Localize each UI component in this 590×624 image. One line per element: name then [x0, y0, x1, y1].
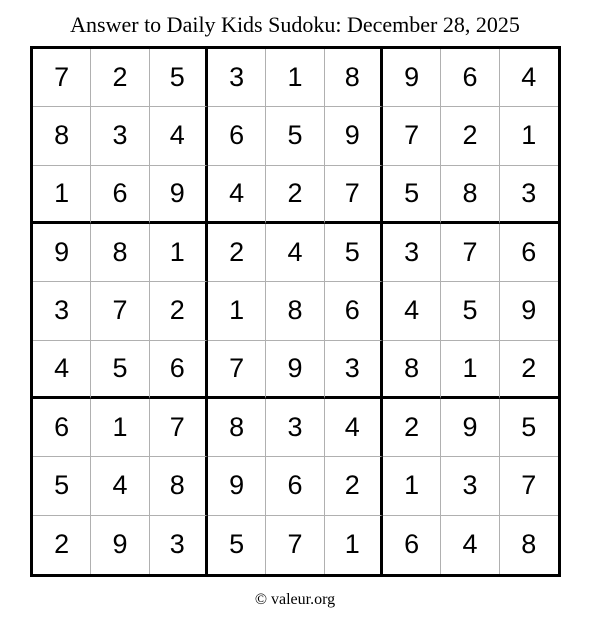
- sudoku-cell: 4: [150, 107, 208, 165]
- sudoku-cell: 9: [441, 399, 499, 457]
- sudoku-cell: 3: [441, 457, 499, 515]
- sudoku-cell: 3: [208, 49, 266, 107]
- sudoku-cell: 1: [500, 107, 558, 165]
- sudoku-cell: 2: [208, 224, 266, 282]
- sudoku-cell: 2: [441, 107, 499, 165]
- sudoku-cell: 6: [325, 282, 383, 340]
- sudoku-cell: 1: [208, 282, 266, 340]
- sudoku-cell: 4: [383, 282, 441, 340]
- sudoku-cell: 7: [91, 282, 149, 340]
- sudoku-cell: 9: [266, 341, 324, 399]
- sudoku-cell: 6: [91, 166, 149, 224]
- sudoku-cell: 5: [33, 457, 91, 515]
- sudoku-cell: 6: [266, 457, 324, 515]
- sudoku-cell: 3: [91, 107, 149, 165]
- sudoku-cell: 5: [150, 49, 208, 107]
- page-title: Answer to Daily Kids Sudoku: December 28, 2025: [70, 12, 520, 37]
- sudoku-cell: 3: [266, 399, 324, 457]
- sudoku-cell: 2: [91, 49, 149, 107]
- sudoku-cell: 8: [266, 282, 324, 340]
- sudoku-cell: 5: [325, 224, 383, 282]
- sudoku-cell: 4: [208, 166, 266, 224]
- sudoku-cell: 1: [441, 341, 499, 399]
- sudoku-cell: 3: [500, 166, 558, 224]
- sudoku-cell: 7: [441, 224, 499, 282]
- sudoku-cell: 9: [325, 107, 383, 165]
- sudoku-cell: 5: [441, 282, 499, 340]
- sudoku-cell: 1: [91, 399, 149, 457]
- sudoku-cell: 8: [91, 224, 149, 282]
- sudoku-cell: 3: [383, 224, 441, 282]
- sudoku-cell: 3: [33, 282, 91, 340]
- sudoku-cell: 5: [91, 341, 149, 399]
- sudoku-cell: 1: [266, 49, 324, 107]
- sudoku-cell: 2: [325, 457, 383, 515]
- sudoku-cell: 7: [383, 107, 441, 165]
- sudoku-cell: 6: [441, 49, 499, 107]
- sudoku-cell: 4: [266, 224, 324, 282]
- sudoku-cell: 6: [500, 224, 558, 282]
- sudoku-cell: 6: [33, 399, 91, 457]
- sudoku-cell: 4: [500, 49, 558, 107]
- sudoku-board: [30, 46, 561, 577]
- sudoku-cell: 8: [521, 529, 537, 560]
- sudoku-cell: 1: [325, 516, 383, 574]
- sudoku-cell: 6: [208, 107, 266, 165]
- sudoku-cell: 5: [266, 107, 324, 165]
- sudoku-cell: 3: [325, 341, 383, 399]
- sudoku-cell: 9: [33, 224, 91, 282]
- sudoku-cell: 5: [383, 166, 441, 224]
- sudoku-cell: 7: [208, 341, 266, 399]
- sudoku-cell: 4: [33, 341, 91, 399]
- sudoku-cell: 5: [208, 516, 266, 574]
- sudoku-cell: 6: [150, 341, 208, 399]
- sudoku-cell: 4: [441, 516, 499, 574]
- sudoku-cell: 8: [325, 49, 383, 107]
- sudoku-cell: 7: [325, 166, 383, 224]
- copyright-footer: © valeur.org: [254, 591, 336, 608]
- sudoku-cell: 7: [150, 399, 208, 457]
- sudoku-cell: 6: [383, 516, 441, 574]
- sudoku-cell: 4: [91, 457, 149, 515]
- sudoku-cell: 7: [266, 516, 324, 574]
- sudoku-cell: 2: [150, 282, 208, 340]
- sudoku-cell: 8: [208, 399, 266, 457]
- sudoku-cell: 8: [150, 457, 208, 515]
- sudoku-cell: 8: [33, 107, 91, 165]
- sudoku-cell: 2: [33, 516, 91, 574]
- sudoku-cell: 9: [208, 457, 266, 515]
- sudoku-cell: 1: [383, 457, 441, 515]
- sudoku-cell: 2: [383, 399, 441, 457]
- sudoku-cell: 7: [33, 49, 91, 107]
- sudoku-cell: 4: [325, 399, 383, 457]
- sudoku-cell: 2: [500, 341, 558, 399]
- sudoku-cell: 1: [33, 166, 91, 224]
- sudoku-cell: 8: [441, 166, 499, 224]
- sudoku-cell: 1: [150, 224, 208, 282]
- sudoku-cell: 9: [150, 166, 208, 224]
- sudoku-cell: 9: [383, 49, 441, 107]
- sudoku-cell: 2: [266, 166, 324, 224]
- sudoku-cell: 8: [383, 341, 441, 399]
- sudoku-cell: 9: [91, 516, 149, 574]
- sudoku-cell: 7: [500, 457, 558, 515]
- sudoku-cell: 5: [500, 399, 558, 457]
- sudoku-cell: 9: [500, 282, 558, 340]
- sudoku-cell: 3: [150, 516, 208, 574]
